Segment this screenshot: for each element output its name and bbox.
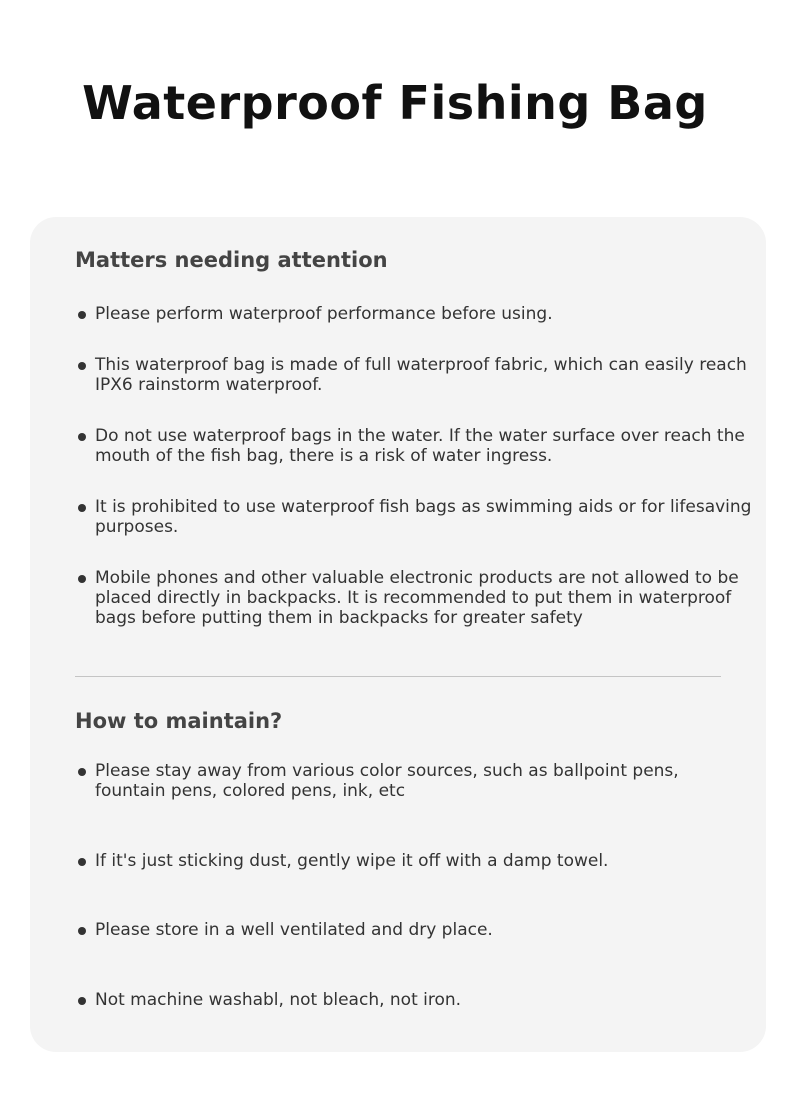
- bullet-icon: [78, 311, 86, 319]
- list-item-text: Please store in a well ventilated and dry place.: [95, 920, 493, 940]
- list-item: [75, 355, 752, 395]
- bullet-icon: [78, 433, 86, 441]
- list-item: [75, 851, 752, 871]
- bullet-icon: [78, 927, 86, 935]
- list-item: [75, 426, 752, 466]
- list-item: [75, 568, 752, 628]
- list-item-text: Please perform waterproof performance before using.: [95, 304, 553, 324]
- list-item-text: Not machine washabl, not bleach, not iron.: [95, 990, 462, 1010]
- list-item: [75, 990, 752, 1010]
- bullet-icon: [78, 362, 86, 370]
- bullet-icon: [78, 575, 86, 583]
- list-item-text: It is prohibited to use waterproof fish bags as swimming aids or for lifesaving purposes.: [95, 497, 752, 537]
- bullet-icon: [78, 858, 86, 866]
- list-item-text: If it's just sticking dust, gently wipe it off with a damp towel.: [95, 851, 609, 871]
- section-divider: [75, 676, 721, 677]
- info-card: [30, 217, 766, 1052]
- bullet-icon: [78, 768, 86, 776]
- list-item: [75, 304, 752, 324]
- list-item: [75, 920, 752, 940]
- attention-heading: Matters needing attention: [75, 248, 388, 272]
- list-item: [75, 761, 752, 801]
- list-item-text: Please stay away from various color sources, such as ballpoint pens, fountain pens, colored pens, ink, etc: [95, 761, 679, 801]
- list-item-text: Mobile phones and other valuable electronic products are not allowed to be placed directly in backpacks. It is recommended to put them in waterproof bags before putting them in backpacks for greater safety: [95, 568, 739, 628]
- bullet-icon: [78, 504, 86, 512]
- bullet-icon: [78, 997, 86, 1005]
- list-item-text: Do not use waterproof bags in the water. If the water surface over reach the mouth of the fish bag, there is a risk of water ingress.: [95, 426, 745, 466]
- list-item: [75, 497, 752, 537]
- maintain-heading: How to maintain?: [75, 709, 283, 733]
- page-title: Waterproof Fishing Bag: [82, 76, 708, 130]
- list-item-text: This waterproof bag is made of full waterproof fabric, which can easily reach IPX6 rainstorm waterproof.: [95, 355, 747, 395]
